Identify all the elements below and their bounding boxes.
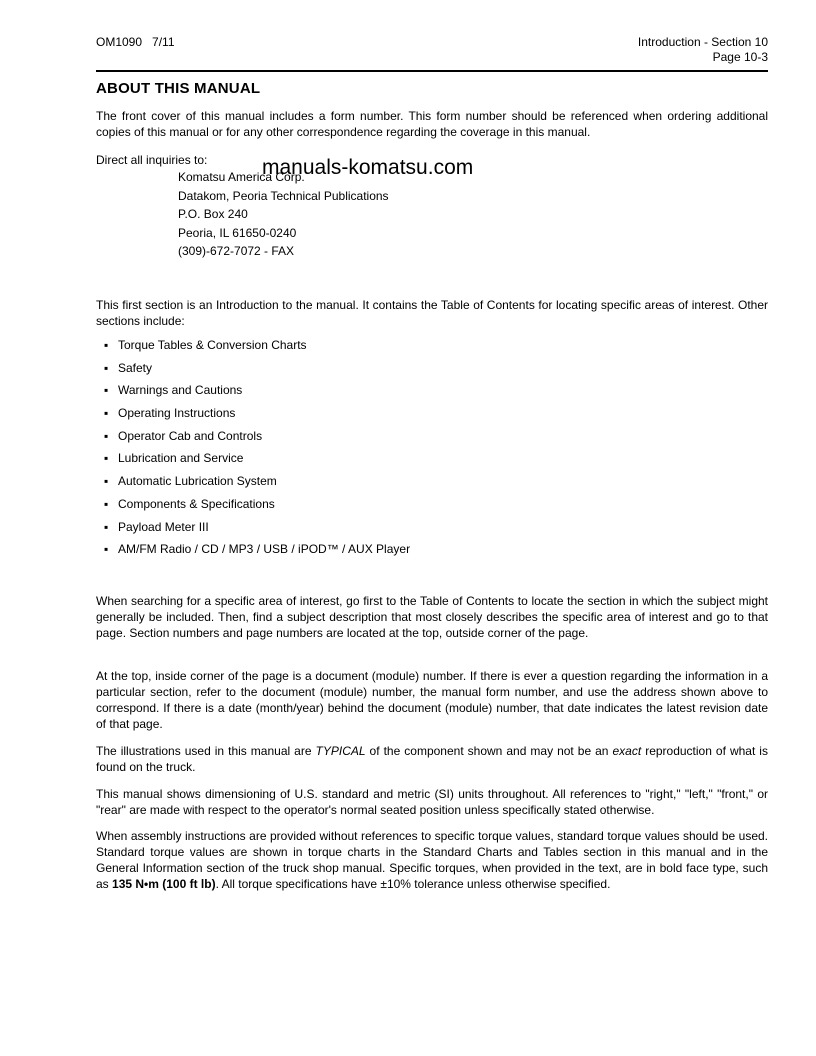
list-item: ▪ Warnings and Cautions [96, 382, 410, 405]
bullet-icon: ▪ [104, 496, 109, 511]
bullet-icon: ▪ [104, 338, 109, 352]
list-item: ▪ Operating Instructions [96, 405, 410, 428]
address-line: Datakom, Peoria Technical Publications [178, 188, 389, 203]
bullet-icon: ▪ [104, 519, 109, 534]
header-rule [96, 70, 768, 72]
sections-list [96, 337, 410, 564]
address-line: Komatsu America Corp. [178, 170, 305, 184]
list-item: ▪ Torque Tables & Conversion Charts [96, 337, 410, 360]
bullet-icon: ▪ [104, 474, 109, 489]
torque-example: 135 N•m (100 ft lb) [112, 877, 216, 891]
address-line: P.O. Box 240 [178, 207, 248, 222]
searching-paragraph: When searching for a specific area of interest, go first to the Table of Contents to locate the section in which the subject might generally be included. Then, find a subject description that most closely describes the specific area of interest and go to that page. Section numbers and page numbers are located at the top, outside corner of the page. [96, 594, 768, 640]
address-block [178, 168, 389, 261]
module-paragraph: At the top, inside corner of the page is a document (module) number. If there is ever a question regarding the information in a particular section, refer to the document (module) number, the manual form number, and use the address shown above to correspond. If there is a date (month/year) behind the document (module) number, that date indicates the latest revision date of that page. [96, 669, 768, 731]
list-item: ▪ Safety [96, 360, 410, 383]
bullet-icon: ▪ [104, 383, 109, 398]
list-item: ▪ Automatic Lubrication System [96, 473, 410, 496]
bullet-icon: ▪ [104, 406, 109, 421]
bullet-icon: ▪ [104, 428, 109, 443]
intro-paragraph: The front cover of this manual includes a form number. This form number should be referenced when ordering additional copies of this manual or for any other correspondence regarding the coverage in this manual. [96, 109, 768, 139]
sections-paragraph: This first section is an Introduction to the manual. It contains the Table of Contents for locating specific areas of interest. Other sections include: [96, 298, 768, 328]
document-number: OM1090 7/11 [96, 35, 175, 49]
address-line: Peoria, IL 61650-0240 [178, 225, 297, 240]
units-paragraph: This manual shows dimensioning of U.S. standard and metric (SI) units throughout. All references to "right," "left," "front," or "rear" are made with respect to the operator's normal seated position unless specifically stated otherwise. [96, 787, 768, 817]
section-label: Introduction - Section 10 [637, 35, 768, 49]
typical-emphasis: TYPICAL [315, 744, 366, 758]
illustrations-paragraph: The illustrations used in this manual are TYPICAL of the component shown and may not be an exact reproduction of what is found on the truck. [96, 744, 768, 774]
list-item: ▪ Components & Specifications [96, 496, 410, 519]
list-item: ▪ Lubrication and Service [96, 450, 410, 473]
bullet-icon: ▪ [104, 451, 109, 466]
page-title: ABOUT THIS MANUAL [96, 80, 261, 97]
list-item: ▪ Operator Cab and Controls [96, 428, 410, 451]
page-header-right [638, 35, 768, 65]
page-number: Page 10-3 [712, 50, 768, 64]
watermark: manuals-komatsu.com [262, 156, 474, 179]
list-item: ▪ AM/FM Radio / CD / MP3 / USB / iPOD™ / AUX Player [96, 541, 410, 564]
inquiries-label: Direct all inquiries to: [96, 153, 208, 167]
exact-emphasis: exact [612, 744, 642, 758]
bullet-icon: ▪ [104, 360, 109, 375]
list-item: ▪ Payload Meter III [96, 519, 410, 542]
bullet-icon: ▪ [104, 542, 109, 557]
torque-paragraph: When assembly instructions are provided without references to specific torque values, standard torque values should be used. Standard torque values are shown in torque charts in the Standard Charts and Tables section in this manual and in the General Information section of the truck shop manual. Specific torques, when provided in the text, are in bold face type, such as 135 N•m (100 ft lb). All torque specifications have ±10% tolerance unless otherwise specified. [96, 829, 768, 891]
address-line: (309)-672-7072 - FAX [178, 244, 295, 259]
